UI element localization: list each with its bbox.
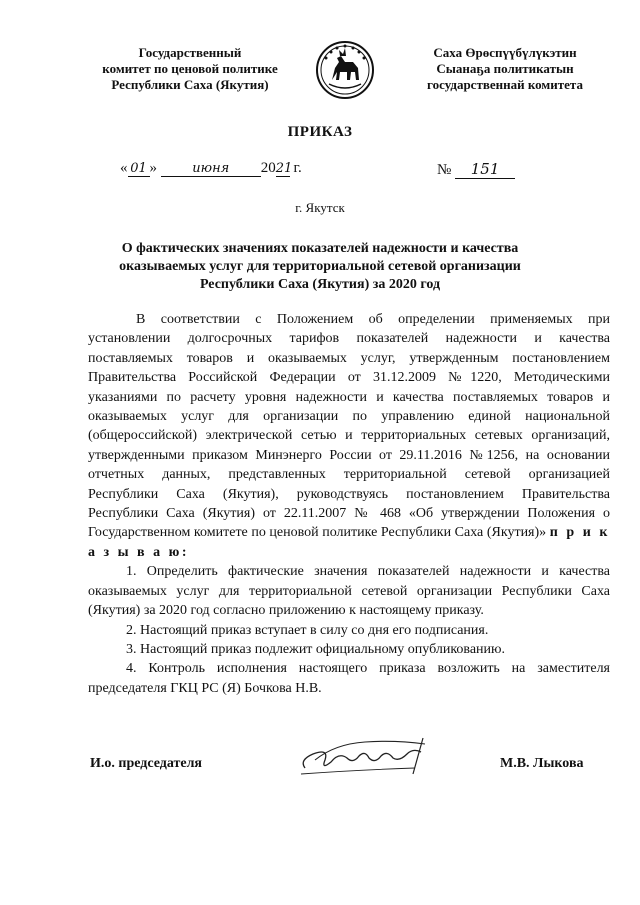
number-prefix: № bbox=[437, 162, 452, 178]
order-number bbox=[437, 160, 515, 179]
order-item: 1. Определить фактические значения показателей надежности и качества оказываемых услуг для территориальной сетевой организации Республики Саха (Якутия) за 2020 год согласно приложению к настоящему приказу. bbox=[88, 564, 610, 619]
header-left-line: Республики Саха (Якутия) bbox=[111, 77, 269, 92]
sakha-republic-emblem-icon bbox=[315, 40, 375, 100]
order-title: ПРИКАЗ bbox=[287, 124, 353, 140]
header-right-line: государственнай комитета bbox=[427, 77, 583, 92]
order-item: 4. Контроль исполнения настоящего приказа возложить на заместителя председателя ГКЦ РС (Я) Бочкова Н.В. bbox=[88, 661, 610, 696]
order-city: г. Якутск bbox=[295, 200, 345, 215]
order-item: 3. Настоящий приказ подлежит официальному опубликованию. bbox=[126, 641, 505, 657]
header-right-line: Сыанаҕа политикатын bbox=[436, 61, 574, 76]
number-value: 151 bbox=[455, 160, 515, 179]
intro-text: В соответствии с Положением об определении применяемых при установлении долгосрочных тарифов показателей надежности и качества поставляемых товаров и оказываемых услуг, утвержденным постановлением Правительства Российской Федерации от 31.12.2009 №1220, Методическими указаниями по расчету уровня надежности и качества поставляемых товаров и оказываемых услуг для организации по управлению единой национальной (общероссийской) электрической сетью и территориальных сетевых организаций, утвержденными приказом Минэнерго России от 29.11.2016 №1256, на основании отчетных данных, представленных территориальной сетевой организацией Республики Саха (Якутия), руководствуясь постановлением Правительства Республики Саха (Якутия) от 22.11.2007 № 468 «Об утверждении Положения о Государственном комитете по ценовой политике Республики Саха (Якутия)» bbox=[88, 312, 610, 541]
header-left-line: комитет по ценовой политике bbox=[102, 61, 278, 76]
handwritten-signature bbox=[295, 730, 445, 780]
signatory-role: И.о. председателя bbox=[90, 756, 203, 771]
intro-paragraph bbox=[88, 310, 610, 562]
committee-name-russian bbox=[90, 45, 290, 93]
date-year-end: г. bbox=[289, 160, 302, 176]
order-item: 2. Настоящий приказ вступает в силу со дня его подписания. bbox=[126, 622, 489, 638]
committee-name-sakha bbox=[400, 45, 610, 93]
decree-word: п р и к а з ы в а ю: bbox=[88, 525, 611, 560]
date-quote-close: » bbox=[149, 160, 157, 176]
date-month: июня bbox=[161, 161, 261, 177]
date-day: 01 bbox=[128, 161, 150, 177]
header-right-line: Саха Өрөспүүбүлүкэтин bbox=[433, 45, 577, 60]
signatory-name: М.В. Лыкова bbox=[500, 756, 584, 771]
date-quote-open: « bbox=[120, 160, 128, 176]
order-subject: О фактических значениях показателей надежности и качества оказываемых услуг для территориальной сетевой организации Республики Саха (Якутия) за 2020 год bbox=[119, 241, 521, 292]
header-left-line: Государственный bbox=[138, 45, 242, 60]
order-date bbox=[120, 160, 302, 177]
order-body bbox=[88, 310, 610, 698]
date-year-suffix: 21 bbox=[275, 161, 293, 176]
date-year-prefix: 20 bbox=[260, 160, 276, 176]
